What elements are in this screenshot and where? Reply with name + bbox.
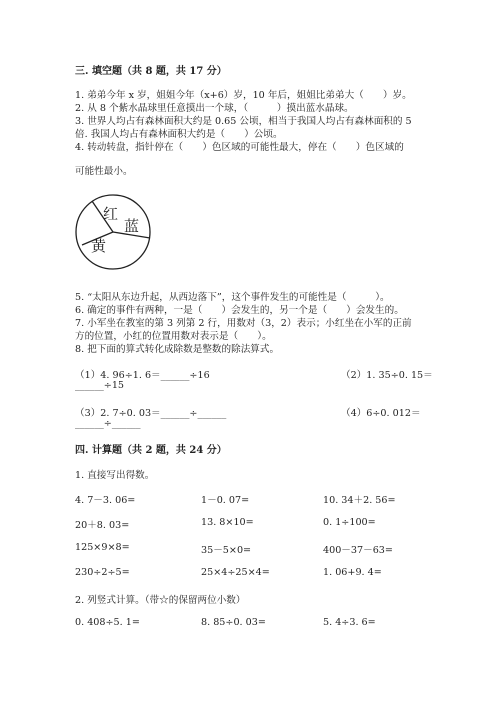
spinner-figure [74, 193, 152, 271]
question-7-line-1: 7. 小军坐在教室的第 3 列第 2 行，用数对（3，2）表示；小红坐在小军的正前 [75, 318, 412, 329]
calc-item: 1－0. 07= [201, 495, 250, 506]
calc-question-1: 1. 直接写出得数。 [75, 470, 155, 481]
calc-item: 125×9×8= [75, 542, 130, 553]
vertical-calc-item: 8. 85÷0. 03= [201, 617, 266, 628]
calc-item: 10. 34＋2. 56= [323, 495, 396, 506]
question-7-line-2: 方的位置，小红的位置用数对表示是（ ）。 [75, 331, 272, 342]
question-4-line-1: 4. 转动转盘，指针停在（ ）色区域的可能性最大，停在（ ）色区域的 [75, 142, 404, 153]
question-8: 8. 把下面的算式转化成除数是整数的除法算式。 [75, 344, 280, 355]
calc-item: 230÷2÷5= [75, 567, 130, 578]
question-2: 2. 从 8 个紫水晶球里任意摸出一个球，（ ）摸出蓝水晶球。 [75, 103, 354, 114]
question-3-line-2: 倍. 我国人均占有森林面积大约是（ ）公顷。 [75, 129, 283, 140]
spinner-label-yellow: 黄 [91, 237, 107, 255]
calc-question-2: 2. 列竖式计算。（带☆的保留两位小数） [75, 595, 246, 606]
q8-item-4: （4）6÷0. 012＝ [341, 408, 421, 419]
question-4-line-2: 可能性最小。 [75, 166, 133, 177]
q8-item-2-continued: ______÷15 [75, 380, 125, 391]
section-4-title: 四. 计算题（共 2 题，共 24 分） [75, 445, 227, 456]
q8-item-1: （1）4. 96÷1. 6＝______÷16 [75, 370, 210, 381]
q8-item-3: （3）2. 7÷0. 03＝______÷______ [75, 408, 227, 419]
q8-item-4-continued: ______÷______ [75, 418, 141, 429]
question-3-line-1: 3. 世界人均占有森林面积大约是 0.65 公顷，相当于我国人均占有森林面积的 5 [75, 116, 412, 127]
calc-item: 35－5×0= [201, 545, 252, 556]
section-3-title: 三. 填空题（共 8 题，共 17 分） [75, 66, 227, 77]
vertical-calc-item: 0. 408÷5. 1= [75, 617, 140, 628]
q8-item-2: （2）1. 35÷0. 15＝ [341, 370, 433, 381]
calc-item: 1. 06+9. 4= [323, 567, 382, 578]
vertical-calc-item: 5. 4÷3. 6= [323, 617, 376, 628]
question-1: 1. 弟弟今年 x 岁，姐姐今年（x+6）岁，10 年后，姐姐比弟弟大（ ）岁。 [75, 90, 412, 101]
calc-item: 13. 8×10= [201, 517, 254, 528]
question-5: 5. “太阳从东边升起，从西边落下”，这个事件发生的可能性是（ ）。 [75, 292, 390, 303]
spinner-label-red: 红 [103, 205, 119, 223]
calc-item: 0. 1÷100= [323, 517, 376, 528]
calc-item: 400－37－63= [323, 545, 393, 556]
calc-item: 4. 7－3. 06= [75, 495, 136, 506]
question-6: 6. 确定的事件有两种，一是（ ）会发生的，另一个是（ ）会发生的。 [75, 305, 404, 316]
spinner-label-blue: 蓝 [124, 217, 140, 235]
calc-item: 20＋8. 03= [75, 520, 130, 531]
calc-item: 25×4÷25×4= [201, 567, 270, 578]
